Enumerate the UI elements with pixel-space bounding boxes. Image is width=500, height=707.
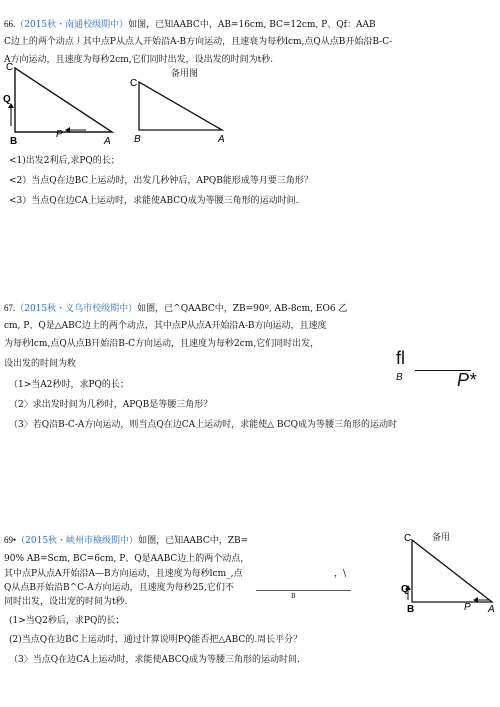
p66-source-tag: （2015秋・南通校级期中） (15, 20, 129, 30)
p69-label-a: A (488, 604, 495, 614)
p66-label-p: P (56, 129, 63, 140)
p67-line3: 为每秒lcm,点Q从点B幵始沿B-C方向运动，且速度为每秒2cm,它们同时出发， (4, 339, 320, 349)
p69-question-3: （3〉当点Q在边CA上运动时，求能使ABCQ成为等腰三角形的运动时间. (9, 655, 300, 665)
p66-backup-label-a: A (218, 134, 225, 145)
p69-small-b: B (291, 593, 296, 600)
p66-label-b: B (10, 136, 18, 145)
p66-line1 (4, 18, 376, 31)
p66-figure-main (0, 60, 125, 145)
p66-question-2: <2）当点Q在边BC上运动时，出发几秒钟后，APQB能形成等月要三角形？ (9, 176, 313, 186)
p66-figure-backup (124, 78, 239, 146)
p67-figure-label-fl: fl (396, 348, 405, 368)
p69-triangle (412, 540, 492, 602)
p66-backup-triangle (139, 82, 222, 130)
p66-label-a: A (104, 136, 111, 145)
p67-text-1: 如圏，已^QAABC中，ZB=90º, AB-8cm, EO6 乙 (137, 304, 348, 314)
p67-figure-label-b: B (396, 372, 403, 383)
p67-question-2: （2〉求出发时间为几秒时，APQB是等腰三角形？ (9, 400, 213, 410)
p66-backup-label-b: B (134, 134, 141, 145)
p66-label-c: C (6, 62, 14, 73)
p66-triangle (15, 68, 112, 132)
p66-text-1: 如图，已知AABC中，AB=16cm, BC=12cm, P、Qf：AAB (128, 20, 376, 30)
p66-question-1: <1)出发2利后,求PQ的长； (9, 156, 120, 166)
p67-question-1: （1>当A2秒时，求PQ的长； (9, 380, 129, 390)
p67-figure-label-p: P* (457, 370, 477, 390)
p69-label-p: P (464, 602, 471, 613)
p66-backup-label-c: C (130, 78, 138, 89)
p69-label-b: B (407, 604, 415, 614)
p67-line4: 设出发的时间为敉 (4, 359, 77, 369)
p67-source-tag: （2015秋・义乌市校级期中） (15, 304, 138, 314)
p69-figure (398, 532, 498, 614)
p69-text-1: 如圏，已知AABC中，ZB= (138, 536, 249, 546)
p69-label-c: C (404, 533, 412, 544)
p69-question-1: (1>当Q2秒后，求PQ的长； (9, 616, 125, 626)
p67-question-3: （3〉若Q沿B-C-A方向运动，则当点Q在边CA上运动时，求能使△ BCQ成为等腰三角形的运动时 (9, 420, 397, 430)
p69-question-2: (2)当点Q在边BC上运动时，通过计算说明PQ能否把△ABC的.周长平分？ (9, 635, 303, 645)
p67-line1 (4, 302, 347, 315)
p66-backup-label: 备用图 (171, 69, 199, 79)
p69-line2: 90% AB=Scm, BC=6cm, P、Q是AABC边上的两个动点， (4, 554, 250, 564)
p69-line3b: ，\ (334, 569, 347, 579)
p67-number: 67. (4, 303, 16, 313)
p69-answer-blank (256, 590, 351, 591)
p66-line3: A方向运动，且速度为每秒2cm,它们同时出发，设出发的时间为t秒. (4, 55, 274, 65)
p66-line2: C边上的两个动点丿其中点P从点人开始沿A-B方向运动，且速衰为每秒lcm,点Q从点B开始沿B-C- (4, 37, 393, 47)
p69-source-tag: （2015秋・峡州市檢级期中） (16, 536, 139, 546)
p66-label-q: Q (3, 94, 11, 105)
p69-backup-label: 备用 (432, 533, 451, 543)
p69-line1 (4, 534, 248, 547)
p69-line4: Q从点B开始沿B^C-A方向运动，且速度为每秒25,它们不 (4, 583, 234, 593)
p67-line2: cm, P、Q是△ABC边上的两个动点，其中点P从点A开始沿A-B方向运动，且速度 (4, 321, 327, 331)
p69-label-q: Q (401, 584, 409, 595)
p66-number: 66. (4, 19, 16, 29)
p66-question-3: <3）当点Q在边CA上运动时，求能使ABCQ成为等腰三角形的运动时间. (9, 196, 299, 206)
p69-line5: 同时出发，设出宠的时间为t秒. (4, 597, 128, 607)
p69-number: 69• (4, 535, 17, 545)
p69-line3a: 其中点P从点A开始沿A—B方向运动，且速度为每秒lcm_,点 (4, 569, 243, 579)
